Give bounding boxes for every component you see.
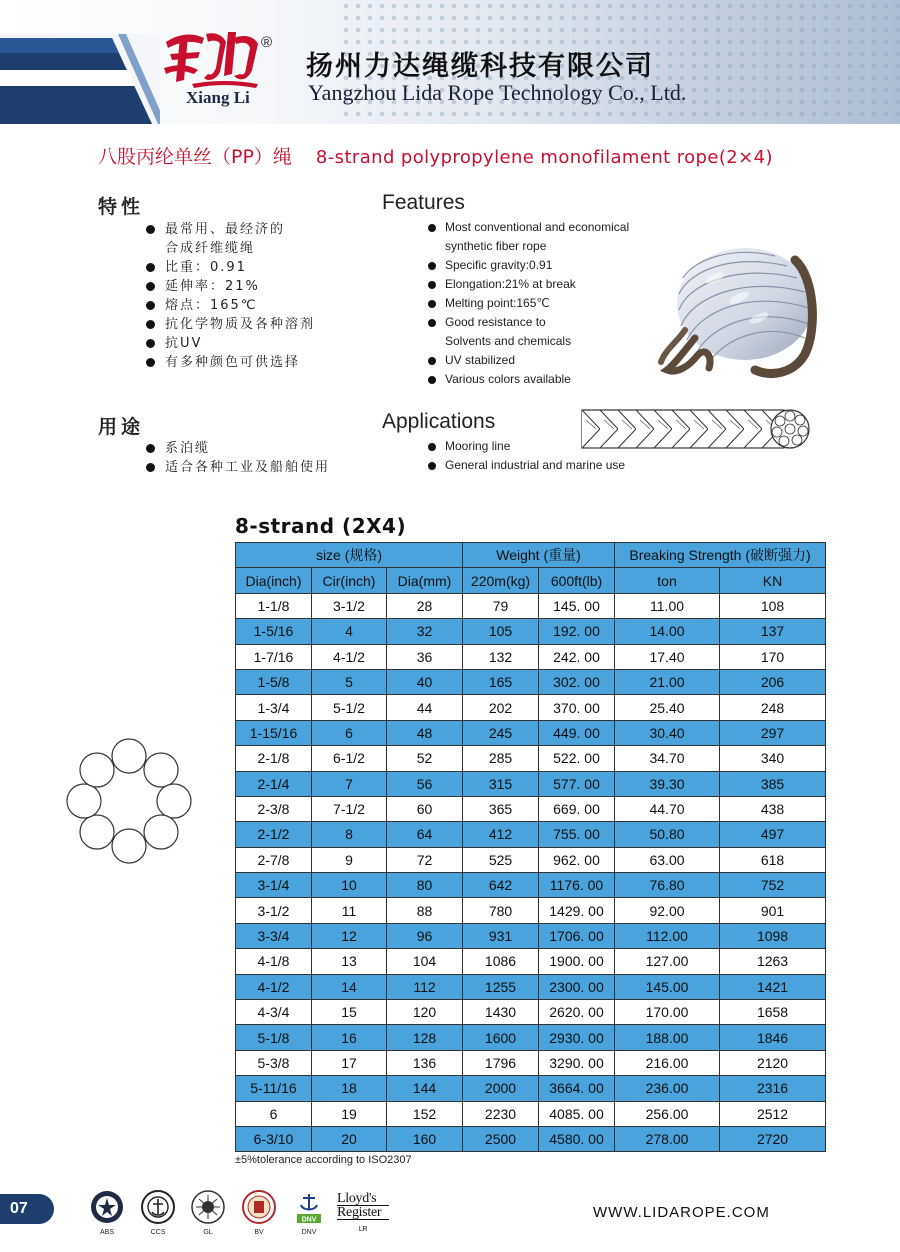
table-row xyxy=(236,644,826,669)
table-row xyxy=(236,1025,826,1050)
table-cell: 40 xyxy=(387,669,463,694)
table-cell: 1-7/16 xyxy=(236,644,312,669)
feature-item-cn: 延伸率：21% xyxy=(146,277,315,296)
table-cell: 60 xyxy=(387,796,463,821)
table-cell: 755. 00 xyxy=(539,822,615,847)
table-cell: 1-3/4 xyxy=(236,695,312,720)
table-row xyxy=(236,1000,826,1025)
table-cell: 108 xyxy=(720,593,826,618)
lr-label: LR xyxy=(358,1226,368,1233)
table-row xyxy=(236,1076,826,1101)
table-cell: 72 xyxy=(387,847,463,872)
table-cell: 4-3/4 xyxy=(236,1000,312,1025)
table-cell: 136 xyxy=(387,1050,463,1075)
table-cell: 931 xyxy=(463,923,539,948)
company-name-en: Yangzhou Lida Rope Technology Co., Ltd. xyxy=(308,80,687,105)
table-cell: 385 xyxy=(720,771,826,796)
table-cell: 1255 xyxy=(463,974,539,999)
rope-cross-section-drawing xyxy=(64,738,194,864)
column-header: Cir(inch) xyxy=(312,568,387,593)
table-cell: 1900. 00 xyxy=(539,949,615,974)
table-cell: 2620. 00 xyxy=(539,1000,615,1025)
brand-name: Xiang Li xyxy=(186,88,250,107)
application-item-en: General industrial and marine use xyxy=(428,456,625,475)
bv-seal-icon xyxy=(242,1190,276,1224)
table-cell: 112 xyxy=(387,974,463,999)
ccs-seal-icon xyxy=(141,1190,175,1224)
size-group-header: size (规格) xyxy=(236,543,463,568)
table-cell: 1263 xyxy=(720,949,826,974)
table-cell: 1-15/16 xyxy=(236,720,312,745)
table-cell: 160 xyxy=(387,1126,463,1151)
column-header: Dia(inch) xyxy=(236,568,312,593)
table-cell: 132 xyxy=(463,644,539,669)
feature-item-cn: 熔点：165℃ xyxy=(146,296,315,315)
table-cell: 36 xyxy=(387,644,463,669)
table-cell: 1430 xyxy=(463,1000,539,1025)
table-cell: 1-5/16 xyxy=(236,619,312,644)
table-cell: 34.70 xyxy=(615,746,720,771)
page-number: 07 xyxy=(0,1194,54,1224)
table-cell: 2000 xyxy=(463,1076,539,1101)
table-cell: 2720 xyxy=(720,1126,826,1151)
gl-seal-icon xyxy=(191,1190,225,1224)
table-cell: 315 xyxy=(463,771,539,796)
table-cell: 44.70 xyxy=(615,796,720,821)
spec-table-body xyxy=(236,593,826,1152)
column-header: ton xyxy=(615,568,720,593)
table-cell: 2300. 00 xyxy=(539,974,615,999)
table-cell: 577. 00 xyxy=(539,771,615,796)
table-cell: 63.00 xyxy=(615,847,720,872)
breaking-strength-group-header: Breaking Strength (破断强力) xyxy=(615,543,826,568)
table-cell: 285 xyxy=(463,746,539,771)
application-item-cn: 系泊缆 xyxy=(146,439,330,458)
table-cell: 1086 xyxy=(463,949,539,974)
table-cell: 1658 xyxy=(720,1000,826,1025)
table-cell: 2316 xyxy=(720,1076,826,1101)
feature-item-en: Various colors available xyxy=(428,370,629,389)
table-row xyxy=(236,593,826,618)
table-row xyxy=(236,974,826,999)
table-cell: 137 xyxy=(720,619,826,644)
table-cell: 104 xyxy=(387,949,463,974)
column-header: KN xyxy=(720,568,826,593)
website-url[interactable]: WWW.LIDAROPE.COM xyxy=(593,1204,770,1221)
table-column-header-row xyxy=(236,568,826,593)
table-cell: 52 xyxy=(387,746,463,771)
table-cell: 30.40 xyxy=(615,720,720,745)
table-cell: 2230 xyxy=(463,1101,539,1126)
table-cell: 112.00 xyxy=(615,923,720,948)
spec-table xyxy=(235,542,826,1152)
applications-list-cn xyxy=(146,439,330,477)
table-cell: 4-1/2 xyxy=(312,644,387,669)
features-heading-en: Features xyxy=(382,191,465,214)
table-cell: 14.00 xyxy=(615,619,720,644)
table-cell: 25.40 xyxy=(615,695,720,720)
table-cell: 4 xyxy=(312,619,387,644)
table-cell: 302. 00 xyxy=(539,669,615,694)
table-cell: 32 xyxy=(387,619,463,644)
features-heading-cn: 特性 xyxy=(98,196,145,218)
braided-rope-drawing xyxy=(578,404,814,454)
table-cell: 497 xyxy=(720,822,826,847)
feature-item-en: Good resistance to xyxy=(428,313,629,332)
table-cell: 202 xyxy=(463,695,539,720)
company-name-cn: 扬州力达绳缆科技有限公司 xyxy=(306,51,654,82)
table-cell: 256.00 xyxy=(615,1101,720,1126)
table-cell: 44 xyxy=(387,695,463,720)
table-cell: 449. 00 xyxy=(539,720,615,745)
table-cell: 245 xyxy=(463,720,539,745)
table-cell: 92.00 xyxy=(615,898,720,923)
table-cell: 2-1/2 xyxy=(236,822,312,847)
table-cell: 752 xyxy=(720,873,826,898)
table-title: 8-strand (2X4) xyxy=(235,514,407,538)
table-cell: 1-5/8 xyxy=(236,669,312,694)
registered-mark: ® xyxy=(261,34,273,51)
table-cell: 2-3/8 xyxy=(236,796,312,821)
table-row xyxy=(236,949,826,974)
table-cell: 96 xyxy=(387,923,463,948)
table-row xyxy=(236,898,826,923)
table-cell: 188.00 xyxy=(615,1025,720,1050)
features-list-cn xyxy=(146,220,315,372)
table-cell: 12 xyxy=(312,923,387,948)
table-cell: 1098 xyxy=(720,923,826,948)
table-cell: 1846 xyxy=(720,1025,826,1050)
table-cell: 4085. 00 xyxy=(539,1101,615,1126)
lloyds-register-logo xyxy=(337,1192,389,1236)
table-cell: 962. 00 xyxy=(539,847,615,872)
table-cell: 6-1/2 xyxy=(312,746,387,771)
table-cell: 412 xyxy=(463,822,539,847)
table-cell: 278.00 xyxy=(615,1126,720,1151)
table-cell: 370. 00 xyxy=(539,695,615,720)
table-cell: 145. 00 xyxy=(539,593,615,618)
table-cell: 127.00 xyxy=(615,949,720,974)
table-row xyxy=(236,847,826,872)
product-title-cn: 八股丙纶单丝（PP）绳 xyxy=(98,146,292,168)
table-cell: 48 xyxy=(387,720,463,745)
table-group-header-row xyxy=(236,543,826,568)
table-cell: 170.00 xyxy=(615,1000,720,1025)
table-cell: 18 xyxy=(312,1076,387,1101)
table-cell: 20 xyxy=(312,1126,387,1151)
table-cell: 2930. 00 xyxy=(539,1025,615,1050)
feature-item-cn: 抗化学物质及各种溶剂 xyxy=(146,315,315,334)
table-cell: 1-1/8 xyxy=(236,593,312,618)
abs-certification: ABS xyxy=(85,1190,129,1236)
table-cell: 3-1/4 xyxy=(236,873,312,898)
table-cell: 4-1/8 xyxy=(236,949,312,974)
table-cell: 64 xyxy=(387,822,463,847)
column-header: 600ft(lb) xyxy=(539,568,615,593)
table-cell: 5-1/2 xyxy=(312,695,387,720)
lloyds-line-2: Register xyxy=(337,1206,389,1220)
table-cell: 10 xyxy=(312,873,387,898)
table-cell: 16 xyxy=(312,1025,387,1050)
table-row xyxy=(236,720,826,745)
dnv-anchor-icon xyxy=(292,1190,326,1224)
table-row xyxy=(236,923,826,948)
table-cell: 165 xyxy=(463,669,539,694)
table-row xyxy=(236,1101,826,1126)
table-cell: 4-1/2 xyxy=(236,974,312,999)
table-cell: 3664. 00 xyxy=(539,1076,615,1101)
table-cell: 105 xyxy=(463,619,539,644)
table-cell: 2512 xyxy=(720,1101,826,1126)
table-cell: 145.00 xyxy=(615,974,720,999)
application-item-cn: 适合各种工业及船舶使用 xyxy=(146,458,330,477)
table-cell: 14 xyxy=(312,974,387,999)
table-cell: 120 xyxy=(387,1000,463,1025)
table-row xyxy=(236,746,826,771)
table-cell: 248 xyxy=(720,695,826,720)
xiangli-logo-icon xyxy=(162,24,262,90)
table-cell: 1600 xyxy=(463,1025,539,1050)
table-cell: 4580. 00 xyxy=(539,1126,615,1151)
table-cell: 3-3/4 xyxy=(236,923,312,948)
table-cell: 80 xyxy=(387,873,463,898)
feature-item-en: Melting point:165℃ xyxy=(428,294,629,313)
feature-item-en: Elongation:21% at break xyxy=(428,275,629,294)
application-item-en: Mooring line xyxy=(428,437,625,456)
table-cell: 340 xyxy=(720,746,826,771)
table-cell: 6 xyxy=(236,1101,312,1126)
table-cell: 7 xyxy=(312,771,387,796)
weight-group-header: Weight (重量) xyxy=(463,543,615,568)
feature-item-en: Solvents and chemicals xyxy=(445,334,572,348)
table-cell: 1796 xyxy=(463,1050,539,1075)
abs-seal-icon xyxy=(90,1190,124,1224)
table-cell: 3-1/2 xyxy=(236,898,312,923)
table-cell: 11.00 xyxy=(615,593,720,618)
ccs-certification: CCS xyxy=(136,1190,180,1236)
table-cell: 206 xyxy=(720,669,826,694)
table-cell: 2-1/4 xyxy=(236,771,312,796)
table-cell: 438 xyxy=(720,796,826,821)
table-row xyxy=(236,619,826,644)
table-cell: 669. 00 xyxy=(539,796,615,821)
table-cell: 9 xyxy=(312,847,387,872)
features-list-en xyxy=(428,218,629,389)
dnv-certification: DNV DNV xyxy=(287,1190,331,1236)
feature-item-en: UV stabilized xyxy=(428,351,629,370)
rope-coil-image xyxy=(655,238,820,388)
table-cell: 79 xyxy=(463,593,539,618)
table-cell: 2-7/8 xyxy=(236,847,312,872)
table-cell: 5-11/16 xyxy=(236,1076,312,1101)
table-cell: 19 xyxy=(312,1101,387,1126)
feature-item-cn: 有多种颜色可供选择 xyxy=(146,353,315,372)
table-cell: 6-3/10 xyxy=(236,1126,312,1151)
table-cell: 152 xyxy=(387,1101,463,1126)
table-cell: 8 xyxy=(312,822,387,847)
table-cell: 17 xyxy=(312,1050,387,1075)
table-cell: 21.00 xyxy=(615,669,720,694)
table-cell: 522. 00 xyxy=(539,746,615,771)
table-cell: 1176. 00 xyxy=(539,873,615,898)
table-cell: 7-1/2 xyxy=(312,796,387,821)
table-cell: 2500 xyxy=(463,1126,539,1151)
table-cell: 236.00 xyxy=(615,1076,720,1101)
table-cell: 76.80 xyxy=(615,873,720,898)
table-row xyxy=(236,669,826,694)
table-cell: 1429. 00 xyxy=(539,898,615,923)
header-stripe-graphic xyxy=(0,34,160,124)
table-cell: 11 xyxy=(312,898,387,923)
table-row xyxy=(236,1126,826,1151)
bv-certification: BV xyxy=(237,1190,281,1236)
table-cell: 525 xyxy=(463,847,539,872)
table-row xyxy=(236,822,826,847)
table-cell: 365 xyxy=(463,796,539,821)
table-row xyxy=(236,695,826,720)
column-header: 220m(kg) xyxy=(463,568,539,593)
applications-heading-cn: 用途 xyxy=(98,416,145,438)
table-row xyxy=(236,873,826,898)
table-row xyxy=(236,796,826,821)
gl-certification: GL xyxy=(186,1190,230,1236)
table-cell: 297 xyxy=(720,720,826,745)
table-cell: 1706. 00 xyxy=(539,923,615,948)
table-cell: 618 xyxy=(720,847,826,872)
table-cell: 15 xyxy=(312,1000,387,1025)
feature-item-cn: 抗UV xyxy=(146,334,315,353)
table-cell: 216.00 xyxy=(615,1050,720,1075)
table-cell: 5-3/8 xyxy=(236,1050,312,1075)
lloyds-line-1: Lloyd's xyxy=(337,1192,389,1206)
table-cell: 50.80 xyxy=(615,822,720,847)
table-cell: 56 xyxy=(387,771,463,796)
feature-item-en: Most conventional and economical xyxy=(428,218,629,237)
column-header: Dia(mm) xyxy=(387,568,463,593)
table-cell: 242. 00 xyxy=(539,644,615,669)
table-cell: 128 xyxy=(387,1025,463,1050)
table-cell: 1421 xyxy=(720,974,826,999)
feature-item-en: Specific gravity:0.91 xyxy=(428,256,629,275)
table-cell: 13 xyxy=(312,949,387,974)
product-title xyxy=(98,142,773,169)
table-row xyxy=(236,771,826,796)
table-cell: 2120 xyxy=(720,1050,826,1075)
tolerance-note: ±5%tolerance according to ISO2307 xyxy=(235,1154,412,1166)
table-cell: 192. 00 xyxy=(539,619,615,644)
feature-item-en: synthetic fiber rope xyxy=(445,239,547,253)
table-row xyxy=(236,1050,826,1075)
table-cell: 28 xyxy=(387,593,463,618)
dnv-logo-text: DNV xyxy=(301,1216,317,1224)
table-cell: 5-1/8 xyxy=(236,1025,312,1050)
table-cell: 5 xyxy=(312,669,387,694)
table-cell: 88 xyxy=(387,898,463,923)
applications-heading-en: Applications xyxy=(382,410,496,433)
table-cell: 3290. 00 xyxy=(539,1050,615,1075)
table-cell: 170 xyxy=(720,644,826,669)
page-header xyxy=(0,0,900,124)
table-cell: 39.30 xyxy=(615,771,720,796)
product-title-en: 8-strand polypropylene monofilament rope(2×4) xyxy=(315,147,773,168)
table-cell: 6 xyxy=(312,720,387,745)
table-cell: 901 xyxy=(720,898,826,923)
table-cell: 642 xyxy=(463,873,539,898)
table-cell: 780 xyxy=(463,898,539,923)
table-cell: 3-1/2 xyxy=(312,593,387,618)
feature-item-cn: 比重：0.91 xyxy=(146,258,315,277)
feature-item-cn: 最常用、最经济的 xyxy=(146,220,315,239)
feature-item-cn: 合成纤维缆绳 xyxy=(165,241,256,256)
table-cell: 2-1/8 xyxy=(236,746,312,771)
table-cell: 144 xyxy=(387,1076,463,1101)
table-cell: 17.40 xyxy=(615,644,720,669)
